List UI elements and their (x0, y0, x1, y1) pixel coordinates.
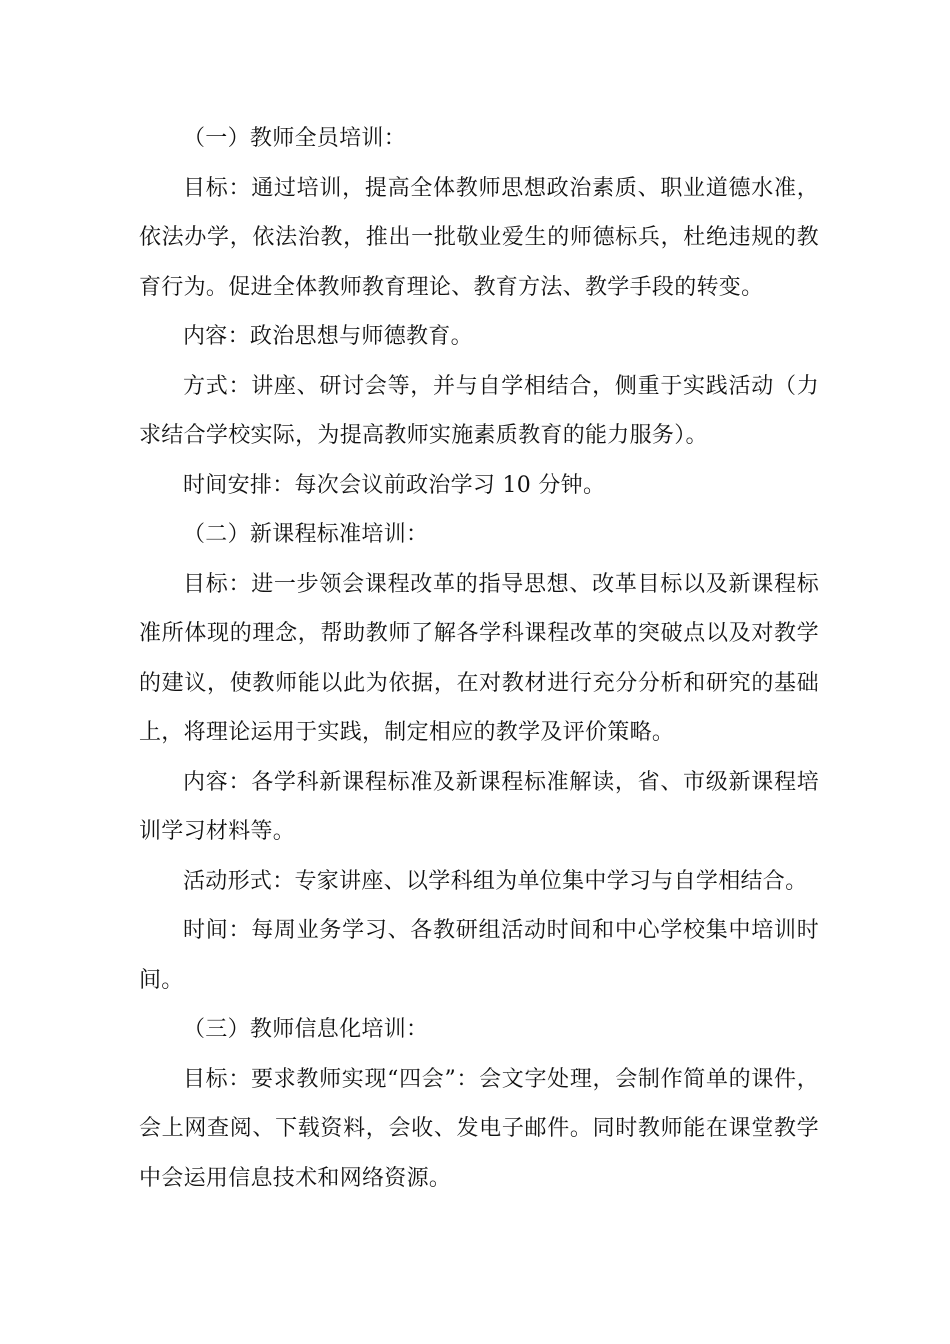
paragraph-goal-3: 目标：要求教师实现“四会”：会文字处理，会制作简单的课件，会上网查阅、下载资料，会收、发电子邮件。同时教师能在课堂教学中会运用信息技术和网络资源。 (139, 1066, 819, 1191)
paragraph-schedule-1: 时间安排：每次会议前政治学习 10 分钟。 (183, 472, 606, 498)
document-body (139, 114, 819, 1203)
paragraph-goal-1: 目标：通过培训，提高全体教师思想政治素质、职业道德水准，依法办学，依法治教，推出一批敬业爱生的师德标兵，杜绝违规的教育行为。促进全体教师教育理论、教育方法、教学手段的转变。 (139, 175, 819, 300)
paragraph-schedule-2: 时间：每周业务学习、各教研组活动时间和中心学校集中培训时间。 (139, 918, 819, 993)
section-heading-2: （二）新课程标准培训： (183, 522, 429, 547)
section-heading-3: （三）教师信息化培训： (183, 1017, 429, 1042)
paragraph-content-1: 内容：政治思想与师德教育。 (183, 324, 473, 349)
paragraph-goal-2: 目标：进一步领会课程改革的指导思想、改革目标以及新课程标准所体现的理念，帮助教师了解各学科课程改革的突破点以及对教学的建议，使教师能以此为依据，在对教材进行充分分析和研究的基础上，将理论运用于实践，制定相应的教学及评价策略。 (139, 571, 819, 745)
paragraph-method-1: 方式：讲座、研讨会等，并与自学相结合，侧重于实践活动（力求结合学校实际，为提高教师实施素质教育的能力服务）。 (139, 373, 819, 448)
paragraph-content-2: 内容：各学科新课程标准及新课程标准解读，省、市级新课程培训学习材料等。 (139, 769, 819, 844)
paragraph-activity-2: 活动形式：专家讲座、以学科组为单位集中学习与自学相结合。 (183, 868, 808, 894)
section-heading-1: （一）教师全员培训： (183, 126, 407, 151)
